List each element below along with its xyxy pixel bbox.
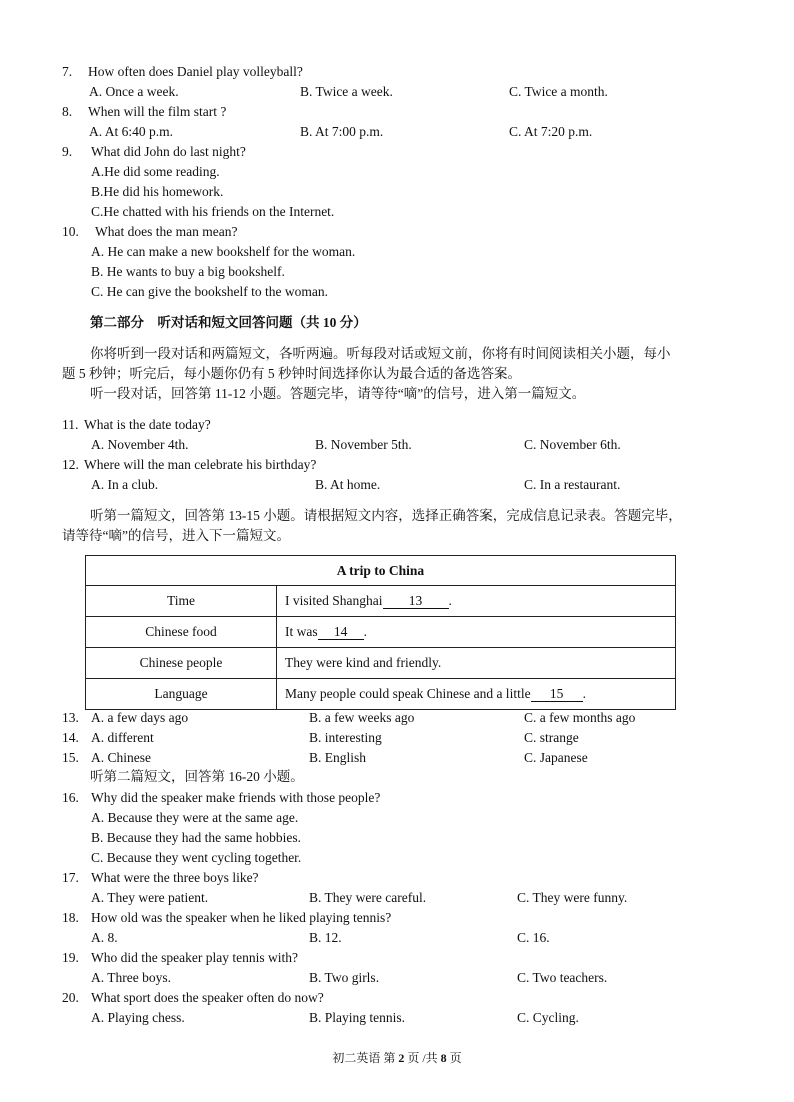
answer-blank: 13 xyxy=(383,594,449,609)
question-number: 7. xyxy=(62,64,73,79)
table-label: Chinese people xyxy=(86,648,277,679)
table-value-text: Many people could speak Chinese and a little xyxy=(285,686,531,701)
intro-line-2: 题 5 秒钟；听完后，每小题你仍有 5 秒钟时间选择你认为最合适的备选答案。 xyxy=(62,366,521,381)
question-number: 9. xyxy=(62,144,73,159)
table-value xyxy=(277,679,676,710)
question-number: 10. xyxy=(62,224,79,239)
question-number: 12. xyxy=(62,457,79,472)
option-b: B. interesting xyxy=(309,730,382,745)
option-a: A. Because they were at the same age. xyxy=(91,810,299,825)
question-text: When will the film start ? xyxy=(88,104,227,119)
question-number: 8. xyxy=(62,104,73,119)
table-label: Language xyxy=(86,679,277,710)
option-b: B. Twice a week. xyxy=(300,84,393,99)
option-a: A. November 4th. xyxy=(91,437,189,452)
table-value-text: I visited Shanghai xyxy=(285,593,383,608)
option-a: A. Playing chess. xyxy=(91,1010,185,1025)
option-c: C. November 6th. xyxy=(524,437,621,452)
table-value-text: It was xyxy=(285,624,318,639)
option-a: A. different xyxy=(91,730,154,745)
question-number: 11. xyxy=(62,417,79,432)
option-b: B. November 5th. xyxy=(315,437,412,452)
option-b: B. a few weeks ago xyxy=(309,710,415,725)
question-text: What were the three boys like? xyxy=(91,870,259,885)
option-a: A. Chinese xyxy=(91,750,151,765)
option-a: A. Once a week. xyxy=(89,84,179,99)
option-c: C. Because they went cycling together. xyxy=(91,850,302,865)
question-text: Where will the man celebrate his birthday? xyxy=(84,457,317,472)
question-number: 17. xyxy=(62,870,79,885)
option-a: A. Three boys. xyxy=(91,970,171,985)
option-a: A. a few days ago xyxy=(91,710,189,725)
table-value xyxy=(277,586,676,617)
question-text: What is the date today? xyxy=(84,417,211,432)
option-a: A. At 6:40 p.m. xyxy=(89,124,174,139)
option-c: C. strange xyxy=(524,730,579,745)
option-a: A. They were patient. xyxy=(91,890,209,905)
passage1-instruction-line-1: 听第一篇短文，回答第 13-15 小题。请根据短文内容，选择正确答案，完成信息记录表。答题完毕， xyxy=(90,508,682,523)
option-c: C. Two teachers. xyxy=(517,970,608,985)
question-text: Why did the speaker make friends with those people? xyxy=(91,790,381,805)
table-title: A trip to China xyxy=(86,556,676,586)
table-value-suffix: . xyxy=(582,686,586,701)
option-b: B. English xyxy=(309,750,367,765)
footer-suffix: 页 xyxy=(449,1051,462,1065)
footer-prefix: 初二英语 第 xyxy=(332,1051,396,1065)
section-heading: 第二部分 听对话和短文回答问题（共 10 分） xyxy=(90,315,367,330)
question-text: What does the man mean? xyxy=(95,224,238,239)
option-c: C. Japanese xyxy=(524,750,588,765)
question-number: 20. xyxy=(62,990,79,1005)
option-b: B. Two girls. xyxy=(309,970,380,985)
option-b: B. 12. xyxy=(309,930,342,945)
table-label: Time xyxy=(86,586,277,617)
question-number: 13. xyxy=(62,710,79,725)
option-b: B. At home. xyxy=(315,477,381,492)
option-b: B. He wants to buy a big bookshelf. xyxy=(91,264,285,279)
table-value xyxy=(277,617,676,648)
footer-total-pages: 8 xyxy=(440,1051,447,1065)
option-a: A.He did some reading. xyxy=(91,164,220,179)
info-record-table xyxy=(85,555,676,710)
table-row xyxy=(86,648,676,679)
question-number: 15. xyxy=(62,750,79,765)
option-c: C. 16. xyxy=(517,930,550,945)
question-text: How often does Daniel play volleyball? xyxy=(88,64,303,79)
footer-middle: 页 /共 xyxy=(407,1051,438,1065)
table-row xyxy=(86,586,676,617)
question-number: 18. xyxy=(62,910,79,925)
table-value-suffix: . xyxy=(448,593,452,608)
table-row xyxy=(86,679,676,710)
footer-page-number: 2 xyxy=(398,1051,405,1065)
option-c: C. At 7:20 p.m. xyxy=(509,124,593,139)
dialog-instruction: 听一段对话，回答第 11-12 小题。答题完毕，请等待“嘀”的信号，进入第一篇短文。 xyxy=(90,386,586,401)
option-b: B.He did his homework. xyxy=(91,184,224,199)
question-number: 14. xyxy=(62,730,79,745)
option-c: C. Twice a month. xyxy=(509,84,608,99)
option-a: A. 8. xyxy=(91,930,118,945)
option-c: C. He can give the bookshelf to the woman. xyxy=(91,284,328,299)
option-a: A. In a club. xyxy=(91,477,159,492)
option-b: B. They were careful. xyxy=(309,890,427,905)
option-b: B. Because they had the same hobbies. xyxy=(91,830,301,845)
question-number: 19. xyxy=(62,950,79,965)
option-a: A. He can make a new bookshelf for the woman. xyxy=(91,244,356,259)
table-value: They were kind and friendly. xyxy=(277,648,676,679)
option-b: B. Playing tennis. xyxy=(309,1010,406,1025)
passage1-instruction-line-2: 请等待“嘀”的信号，进入下一篇短文。 xyxy=(62,528,290,543)
table-label: Chinese food xyxy=(86,617,277,648)
question-text: How old was the speaker when he liked playing tennis? xyxy=(91,910,392,925)
passage2-instruction: 听第二篇短文，回答第 16-20 小题。 xyxy=(90,769,304,784)
intro-line-1: 你将听到一段对话和两篇短文，各听两遍。听每段对话或短文前，你将有时间阅读相关小题，每小 xyxy=(90,346,671,361)
table-value-suffix: . xyxy=(363,624,367,639)
question-text: Who did the speaker play tennis with? xyxy=(91,950,298,965)
question-text: What sport does the speaker often do now? xyxy=(91,990,324,1005)
option-c: C. In a restaurant. xyxy=(524,477,621,492)
option-c: C. Cycling. xyxy=(517,1010,579,1025)
option-b: B. At 7:00 p.m. xyxy=(300,124,384,139)
question-text: What did John do last night? xyxy=(91,144,246,159)
answer-blank: 15 xyxy=(531,687,583,702)
page-footer xyxy=(0,1049,794,1066)
option-c: C. a few months ago xyxy=(524,710,636,725)
answer-blank: 14 xyxy=(318,625,364,640)
question-number: 16. xyxy=(62,790,79,805)
option-c: C.He chatted with his friends on the Internet. xyxy=(91,204,335,219)
table-row xyxy=(86,617,676,648)
option-c: C. They were funny. xyxy=(517,890,628,905)
